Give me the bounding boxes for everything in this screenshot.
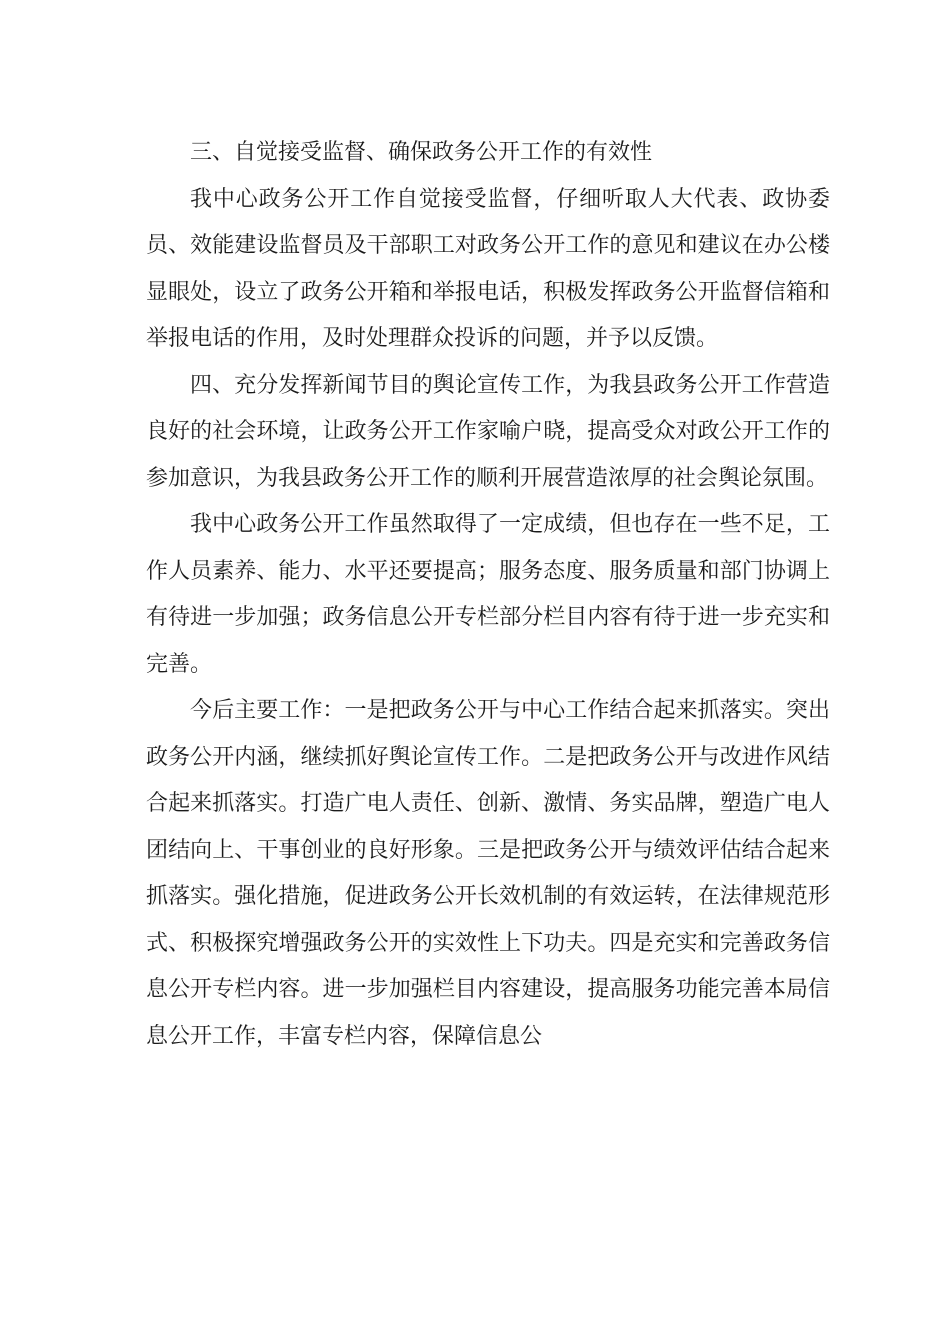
paragraph-shortcomings: 我中心政务公开工作虽然取得了一定成绩，但也存在一些不足，工作人员素养、能力、水平还要提高；服务态度、服务质量和部门协调上有待进一步加强；政务信息公开专栏部分栏目内容有待于进一步充实和完善。 <box>146 512 830 677</box>
document-page <box>146 130 830 1060</box>
section-heading: 三、自觉接受监督、确保政务公开工作的有效性 <box>190 140 653 165</box>
paragraph-publicity: 四、充分发挥新闻节目的舆论宣传工作，为我县政务公开工作营造良好的社会环境，让政务公开工作家喻户晓，提高受众对政公开工作的参加意识，为我县政务公开工作的顺利开展营造浓厚的社会舆论氛围。 <box>146 372 830 491</box>
paragraph-supervision: 我中心政务公开工作自觉接受监督，仔细听取人大代表、政协委员、效能建设监督员及干部职工对政务公开工作的意见和建议在办公楼显眼处，设立了政务公开箱和举报电话，积极发挥政务公开监督信箱和举报电话的作用，及时处理群众投诉的问题，并予以反馈。 <box>146 186 830 351</box>
paragraph-future-work: 今后主要工作：一是把政务公开与中心工作结合起来抓落实。突出政务公开内涵，继续抓好舆论宣传工作。二是把政务公开与改进作风结合起来抓落实。打造广电人责任、创新、激情、务实品牌，塑造广电人团结向上、干事创业的良好形象。三是把政务公开与绩效评估结合起来抓落实。强化措施，促进政务公开长效机制的有效运转，在法律规范形式、积极探究增强政务公开的实效性上下功夫。四是充实和完善政务信息公开专栏内容。进一步加强栏目内容建设，提高服务功能完善本局信息公开工作，丰富专栏内容，保障信息公 <box>146 698 830 1049</box>
